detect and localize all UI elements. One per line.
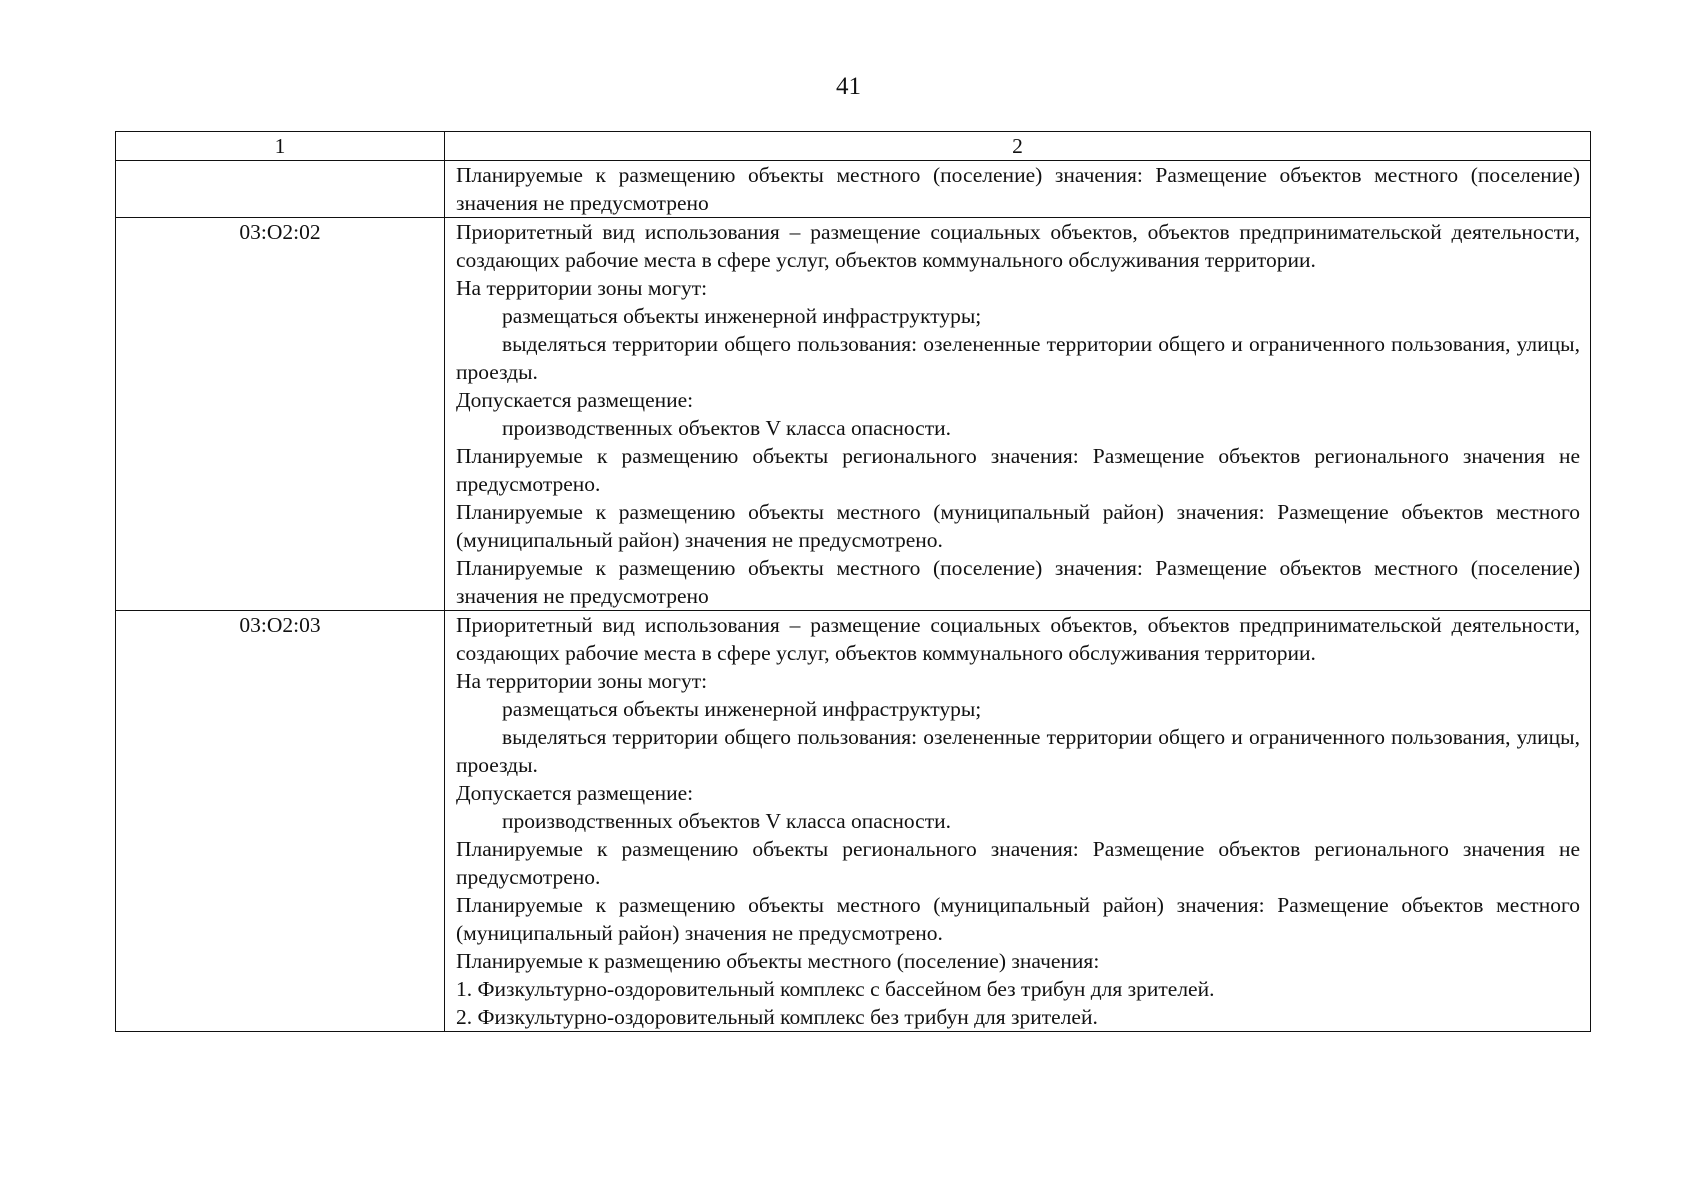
description-paragraph: Приоритетный вид использования – размещение социальных объектов, объектов предпринимательской деятельности, создающих рабочие места в сфере услуг, объектов коммунального обслуживания территории. (456, 613, 1580, 665)
zone-description-cell (445, 218, 1591, 611)
column-header-1: 1 (116, 132, 445, 161)
table-row (116, 161, 1591, 218)
description-paragraph: выделяться территории общего пользования: озелененные территории общего и ограниченного пользования, улицы, проезды. (456, 332, 1580, 384)
description-paragraph: Планируемые к размещению объекты местного (поселение) значения: Размещение объектов местного (поселение) значения не предусмотрено (456, 556, 1580, 608)
description-paragraph: размещаться объекты инженерной инфраструктуры; (502, 304, 982, 328)
table-row (116, 218, 1591, 611)
zone-code-cell (116, 161, 445, 218)
column-header-2: 2 (445, 132, 1591, 161)
zone-table (115, 131, 1591, 1032)
description-paragraph: Планируемые к размещению объекты местного (поселение) значения: (456, 949, 1100, 973)
zone-description-cell (445, 611, 1591, 1032)
description-paragraph: производственных объектов V класса опасности. (502, 416, 951, 440)
zone-code-cell: 03:O2:03 (116, 611, 445, 1032)
description-paragraph: выделяться территории общего пользования: озелененные территории общего и ограниченного пользования, улицы, проезды. (456, 725, 1580, 777)
description-paragraph: На территории зоны могут: (456, 276, 708, 300)
description-paragraph: 1. Физкультурно-оздоровительный комплекс с бассейном без трибун для зрителей. (456, 977, 1215, 1001)
zone-description-cell (445, 161, 1591, 218)
description-paragraph: Приоритетный вид использования – размещение социальных объектов, объектов предпринимательской деятельности, создающих рабочие места в сфере услуг, объектов коммунального обслуживания территории. (456, 220, 1580, 272)
description-paragraph: Планируемые к размещению объекты местного (поселение) значения: Размещение объектов местного (поселение) значения не предусмотрено (456, 163, 1580, 215)
description-paragraph: Допускается размещение: (456, 781, 694, 805)
description-paragraph: Планируемые к размещению объекты местного (муниципальный район) значения: Размещение объектов местного (муниципальный район) значения не предусмотрено. (456, 893, 1580, 945)
description-paragraph: Планируемые к размещению объекты регионального значения: Размещение объектов регионального значения не предусмотрено. (456, 444, 1580, 496)
description-paragraph: На территории зоны могут: (456, 669, 708, 693)
description-paragraph: Допускается размещение: (456, 388, 694, 412)
description-paragraph: производственных объектов V класса опасности. (502, 809, 951, 833)
table-body (116, 161, 1591, 1032)
page-number: 41 (836, 73, 861, 100)
description-paragraph: Планируемые к размещению объекты местного (муниципальный район) значения: Размещение объектов местного (муниципальный район) значения не предусмотрено. (456, 500, 1580, 552)
table-row (116, 611, 1591, 1032)
description-paragraph: размещаться объекты инженерной инфраструктуры; (502, 697, 982, 721)
zone-code-cell: 03:O2:02 (116, 218, 445, 611)
description-paragraph: Планируемые к размещению объекты регионального значения: Размещение объектов регионального значения не предусмотрено. (456, 837, 1580, 889)
table-header-row (116, 132, 1591, 161)
description-paragraph: 2. Физкультурно-оздоровительный комплекс без трибун для зрителей. (456, 1005, 1098, 1029)
